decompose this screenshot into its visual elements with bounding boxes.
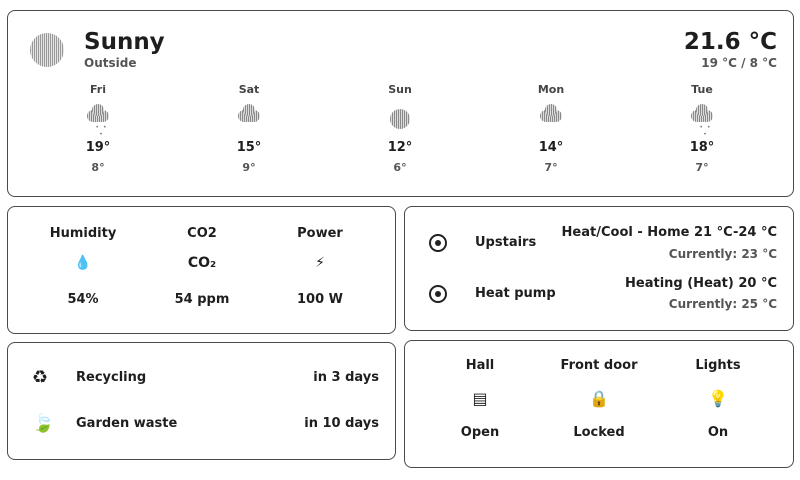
entity-state: Open [460,425,500,440]
waste-when: in 3 days [313,370,379,385]
weather-card[interactable] [7,10,794,197]
sensor-label: Humidity [49,226,117,241]
weather-condition: Sunny [84,29,165,55]
forecast-low: 7° [695,161,709,174]
forecast-day [58,83,138,174]
forecast-low: 6° [393,161,407,174]
entity-label: Lights [695,358,741,373]
cloud-icon [538,108,564,130]
rain-cloud-icon: • • • [85,108,111,130]
forecast-day-label: Tue [691,83,713,96]
sensor-humidity[interactable] [23,207,143,307]
forecast-day-label: Sun [388,83,412,96]
entity-label: Hall [465,358,495,373]
recycle-icon: ♻ [32,367,49,388]
cloud-icon [236,108,262,130]
waste-name: Garden waste [76,416,178,431]
forecast-high: 14° [538,140,564,155]
thermostat-current: Currently: 23 °C [668,247,777,261]
entity-label: Front door [560,358,638,373]
climate-card [404,206,794,331]
sensor-power[interactable] [260,207,380,307]
lightbulb-icon: 💡 [708,389,728,408]
current-temperature: 21.6 °C [683,29,777,55]
entity-lights[interactable] [658,341,778,440]
thermostat-icon [429,234,447,252]
sensor-label: Power [297,226,343,241]
forecast-day [662,83,742,174]
thermostat-mode: Heating (Heat) 20 °C [625,276,777,291]
thermostat-mode: Heat/Cool - Home 21 °C-24 °C [561,225,777,240]
sensor-label: CO2 [187,226,217,241]
thermostat-name: Upstairs [475,235,537,250]
leaf-icon: 🍃 [32,413,55,434]
forecast-high: 15° [236,140,262,155]
entity-hall[interactable] [420,341,540,440]
lock-icon: 🔒 [589,389,609,408]
weather-location: Outside [84,56,137,70]
forecast-high: 19° [85,140,111,155]
forecast-low: 9° [242,161,256,174]
entity-front-door[interactable] [539,341,659,440]
sensors-card [7,206,396,334]
forecast-day-label: Mon [537,83,565,96]
sun-icon [387,108,413,130]
forecast-day-label: Fri [89,83,106,96]
entity-state: On [707,425,729,440]
forecast-high: 18° [689,140,715,155]
thermostat-icon [429,285,447,303]
forecast-high: 12° [387,140,413,155]
forecast-day [209,83,289,174]
waste-name: Recycling [76,370,147,385]
forecast-low: 7° [544,161,558,174]
thermostat-name: Heat pump [475,286,556,301]
co2-icon: CO₂ [187,255,217,271]
waste-collection-card [7,342,396,460]
thermostat-current: Currently: 25 °C [668,297,777,311]
lightning-icon: ⚡ [315,255,325,271]
security-card [404,340,794,468]
humidity-icon: 💧 [74,255,92,271]
temperature-range: 19 °C / 8 °C [701,56,777,70]
forecast-low: 8° [91,161,105,174]
sensor-value: 54 ppm [174,292,230,307]
entity-state: Locked [573,425,625,440]
sensor-value: 54% [67,292,99,307]
sun-icon [30,33,64,67]
waste-when: in 10 days [304,416,379,431]
forecast-day-label: Sat [238,83,260,96]
sensor-value: 100 W [296,292,343,307]
rain-cloud-icon: • • • [689,108,715,130]
forecast-day [511,83,591,174]
sensor-co2[interactable] [142,207,262,307]
window-icon: ▤ [472,389,488,408]
forecast-day [360,83,440,174]
